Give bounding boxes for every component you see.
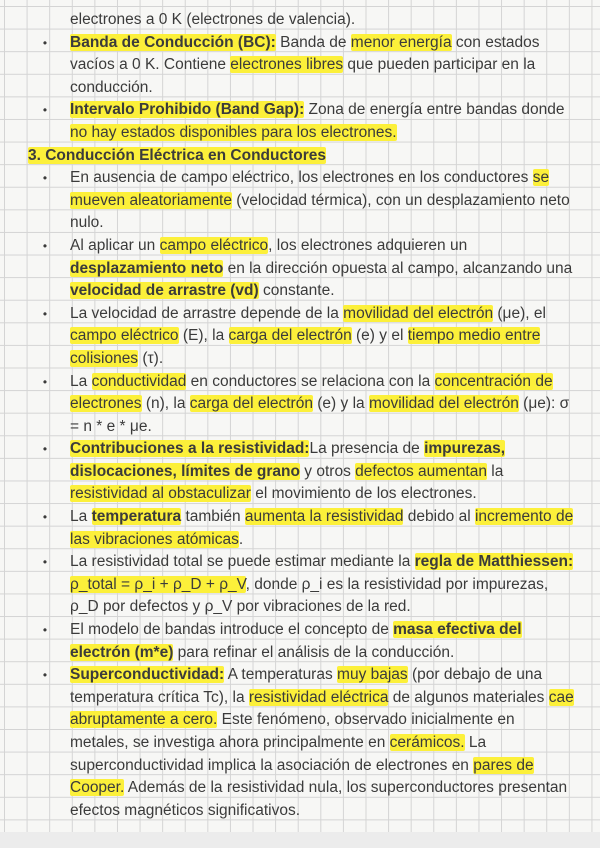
text: para refinar el análisis de la conducción. bbox=[173, 643, 455, 661]
text: Al aplicar un bbox=[70, 236, 160, 254]
highlight: conductividad bbox=[91, 372, 187, 390]
highlight: incremento de las vibraciones atómicas bbox=[70, 508, 574, 548]
term-highlight: Intervalo Prohibido (Band Gap): bbox=[70, 101, 305, 119]
text: Este fenómeno, observado inicialmente en metales, se investiga ahora principalmente en bbox=[70, 711, 515, 751]
bullet-icon: • bbox=[42, 555, 48, 570]
text: también bbox=[181, 508, 245, 526]
highlight: carga del electrón bbox=[189, 395, 313, 413]
notes-page bbox=[0, 9, 600, 822]
section-heading-text: 3. Conducción Eléctrica en Conductores bbox=[28, 146, 327, 164]
text: que pueden participar en la conducción. bbox=[70, 56, 536, 96]
text: debido al bbox=[403, 508, 475, 526]
list-item-drift-velocity bbox=[0, 303, 600, 371]
bullet-icon: • bbox=[42, 238, 48, 253]
list-item-drift bbox=[0, 235, 600, 303]
highlight: resistividad eléctrica bbox=[248, 688, 389, 706]
highlight: desplazamiento neto bbox=[70, 259, 224, 277]
text: (e) y la bbox=[312, 395, 369, 413]
bullet-icon: • bbox=[42, 668, 48, 683]
highlight: defectos aumentan bbox=[355, 462, 487, 480]
highlight: cae abruptamente a cero. bbox=[70, 688, 574, 729]
text: (por debajo de una temperatura crítica Tc), la bbox=[70, 666, 543, 706]
page-bottom-edge bbox=[0, 832, 600, 848]
bullet-icon: • bbox=[42, 623, 48, 638]
term-highlight: Contribuciones a la resistividad: bbox=[70, 440, 310, 458]
text: La superconductividad implica la asociación de electrones en bbox=[70, 734, 487, 774]
highlight: impurezas, dislocaciones, límites de grano bbox=[70, 440, 506, 480]
highlight: temperatura bbox=[91, 508, 182, 526]
bullet-icon: • bbox=[42, 374, 48, 389]
list-item-resistivity-contrib bbox=[0, 438, 600, 506]
text: El modelo de bandas introduce el concepto de bbox=[70, 621, 394, 639]
text: en conductores se relaciona con la bbox=[186, 372, 435, 390]
highlight: movilidad del electrón bbox=[368, 395, 519, 413]
text: A temperaturas bbox=[224, 666, 338, 684]
text: Además de la resistividad nula, los superconductores presentan efectos magnéticos significativos. bbox=[70, 779, 568, 819]
highlight: no hay estados disponibles para los electrones. bbox=[70, 123, 397, 141]
text: La bbox=[70, 372, 92, 390]
highlight: muy bajas bbox=[337, 666, 408, 684]
highlight: masa efectiva del electrón (m*e) bbox=[70, 621, 522, 661]
highlight: velocidad de arrastre (vd) bbox=[70, 282, 259, 300]
list-item-matthiessen bbox=[0, 551, 600, 619]
text: (τ). bbox=[138, 349, 164, 367]
term-highlight: Superconductividad: bbox=[70, 666, 225, 684]
text: (E), la bbox=[178, 327, 229, 345]
list-item-conductivity bbox=[0, 371, 600, 439]
formula-highlight: ρ_total = ρ_i + ρ_D + ρ_V bbox=[70, 575, 246, 593]
highlight: electrones libres bbox=[230, 56, 344, 74]
highlight: se mueven aleatoriamente bbox=[70, 169, 550, 209]
text: La bbox=[70, 508, 92, 526]
text: (n), la bbox=[141, 395, 190, 413]
text: La presencia de bbox=[309, 440, 425, 458]
highlight: carga del electrón bbox=[228, 327, 352, 345]
bullet-icon: • bbox=[42, 103, 48, 118]
bullet-icon: • bbox=[42, 510, 48, 525]
text: (velocidad térmica), con un desplazamiento neto nulo. bbox=[70, 191, 570, 232]
text: en la dirección opuesta al campo, alcanzando una bbox=[223, 259, 573, 277]
highlight: pares de Cooper. bbox=[70, 756, 534, 797]
list-item-random-motion bbox=[0, 167, 600, 235]
highlight: campo eléctrico bbox=[70, 327, 179, 345]
text: con estados vacíos a 0 K. Contiene bbox=[70, 33, 540, 74]
term-highlight: Banda de Conducción (BC): bbox=[70, 33, 276, 51]
intro-text: electrones a 0 K (electrones de valencia). bbox=[70, 11, 356, 28]
text: Banda de bbox=[275, 33, 351, 51]
continued-line bbox=[0, 9, 600, 32]
text: La resistividad total se puede estimar mediante la bbox=[70, 553, 415, 571]
highlight: movilidad del electrón bbox=[343, 304, 494, 322]
highlight: aumenta la resistividad bbox=[244, 508, 404, 526]
text: y otros bbox=[300, 462, 356, 480]
text: (μe): σ = n * e * μe. bbox=[70, 395, 570, 435]
list-item-band-gap bbox=[0, 99, 600, 144]
bullet-icon: • bbox=[42, 171, 48, 186]
text: . bbox=[238, 530, 244, 548]
text: el movimiento de los electrones. bbox=[250, 485, 477, 503]
text: , donde ρ_i es la resistividad por impurezas, ρ_D por defectos y ρ_V por vibraciones de la red. bbox=[70, 575, 549, 616]
text: (e) y el bbox=[351, 327, 408, 345]
list-item-superconductivity bbox=[0, 664, 600, 822]
list-item-temperature bbox=[0, 506, 600, 551]
text: de algunos materiales bbox=[388, 688, 549, 706]
text: constante. bbox=[258, 282, 335, 300]
section-heading bbox=[0, 145, 600, 168]
highlight: tiempo medio entre colisiones bbox=[70, 327, 541, 367]
highlight: campo eléctrico bbox=[159, 236, 269, 254]
text: (μe), el bbox=[493, 304, 546, 322]
highlight: concentración de electrones bbox=[70, 372, 553, 413]
text: , los electrones adquieren un bbox=[268, 236, 468, 254]
highlight: cerámicos. bbox=[389, 734, 465, 751]
text: Zona de energía entre bandas donde bbox=[304, 101, 565, 119]
highlight: resistividad al obstaculizar bbox=[70, 485, 251, 503]
highlight: regla de Matthiessen: bbox=[414, 553, 574, 571]
text: La velocidad de arrastre depende de la bbox=[70, 304, 344, 322]
text: la bbox=[486, 462, 504, 480]
highlight: menor energía bbox=[350, 33, 452, 51]
text: En ausencia de campo eléctrico, los electrones en los conductores bbox=[70, 169, 533, 187]
bullet-icon: • bbox=[42, 306, 48, 321]
list-item-band-conduccion bbox=[0, 32, 600, 100]
list-item-effective-mass bbox=[0, 619, 600, 664]
bullet-icon: • bbox=[42, 442, 48, 457]
bullet-icon: • bbox=[42, 35, 48, 50]
